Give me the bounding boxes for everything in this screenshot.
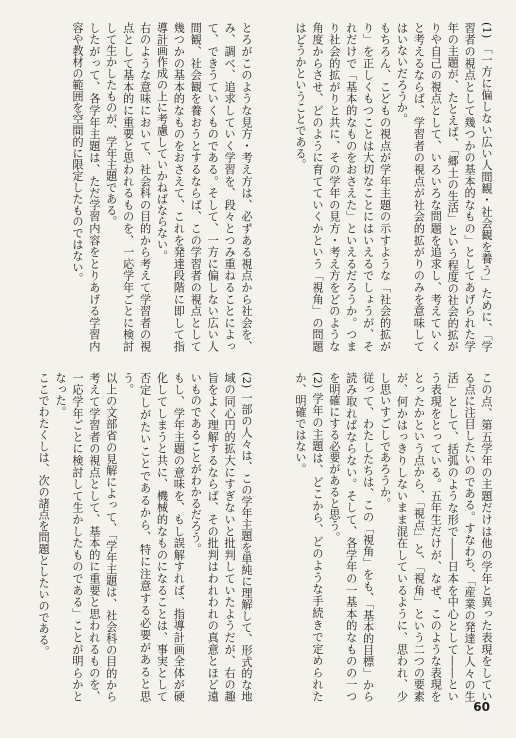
paragraph: 以上の文部省の見解によって、「学年主題は、社会科の目的から考えて学習者の視点として、基本的に重要と思われるものを、一応学年ごとに検討して生かしたものである」ことが明らかとなった。 [54,372,118,702]
paragraph: 従って、わたしたちは、この「視角」をも、「基本的目標」から読み取ればならない。そして、各学年の一基本的なものの一つを明確にする必要があると思う。 [327,372,375,702]
paragraph: とろがこのような見方・考え方は、必ずある視点から社会を、み、調べ、追求していく学習を、段々とつみ重ねることによって、できうていくものである。そして、一方に偏しない広い人間観、社会観を養おうとするならば、この学習者の視点として幾つかの基本的なものをおさえて、これを発達段階に即して指導計画作成の上に考慮していかねばならない。 [155,22,253,352]
right-page-lower-text [266,372,494,702]
paragraph: もし、学年主題の意味を、もし誤解すれば、指導計画全体が硬化してしまうと共に、機械的なものになることは、事実として否定しがたいことであるから、特に注意する必要があると思う。 [121,372,186,702]
paragraph: ここでわたくしは、次の諸点を問題としたいのである。 [37,372,51,657]
paragraph: (2) 学年の主題は、どこから、どのような手続きで定められたか、明確ではない。 [294,372,324,702]
paragraph: この点、第五学年の主題だけは他の学年と異った表現をしている点に注目したいのである。すなわち、「産業の発達と人々の生活」として、括弧のような形で――日本を中心として――という表現をとっている。五年生だけが、なぜ、このような表現をとったかという点から、「視点」と、「視角」という二つの要素が、何かはっきりしないまま混在しているように、思われ、少し思いすごしであろうか。 [378,372,493,702]
page-number: 60 [473,700,490,714]
paragraph: (1) 「一方に偏しない広い人間観・社会観を養う」ために、「学習者の視点として幾つかの基本的なもの」としてあげられた学年の主題が、たとえば、「郷土の生活」という程度の社会的拡がりや自己の視点として、いろいろな問題を追求し、考えていくと考えるならば、学習者の視点が社会的拡がりのみを意味してはいないだろうか。 [395,22,493,352]
paragraph: 右のような意味において、社会科の目的から考えて学習者の視点として基本的に重要と思われるものを、一応学年ごとに検討して生かしたものが、学年主題である。 [104,22,152,352]
paragraph: (2) 一部の人々は、この学年主題を単純に理解して、形式的な地域の同心円的拡大にすぎないと批判していたようだが、右の趣旨をよく理解するならば、その批判はわれわれの真意とほど遠いものであることがわかるだろう。 [189,372,253,702]
right-page-upper-text [266,22,494,352]
left-page-upper-text [22,22,254,352]
left-page-lower-text [22,372,254,702]
paragraph: したがって、各学年主題は、ただ学習内容をとりあげる学習内容や教材の範囲を空間的に限定したものではない。 [70,22,101,352]
paragraph: もちろん、こどもの視点が学年主題の示すような「社会的拡がり」を正しくもつことは大切なことにはいえるでしょうが、それだけで「基本的なものをおさえた」といえるだろうか。つまり社会的拡がりと共に、その学年の見方・考え方をどのような角度からさせ、どのように育てていくかという「視角」の問題はどうかということである。 [294,22,392,352]
